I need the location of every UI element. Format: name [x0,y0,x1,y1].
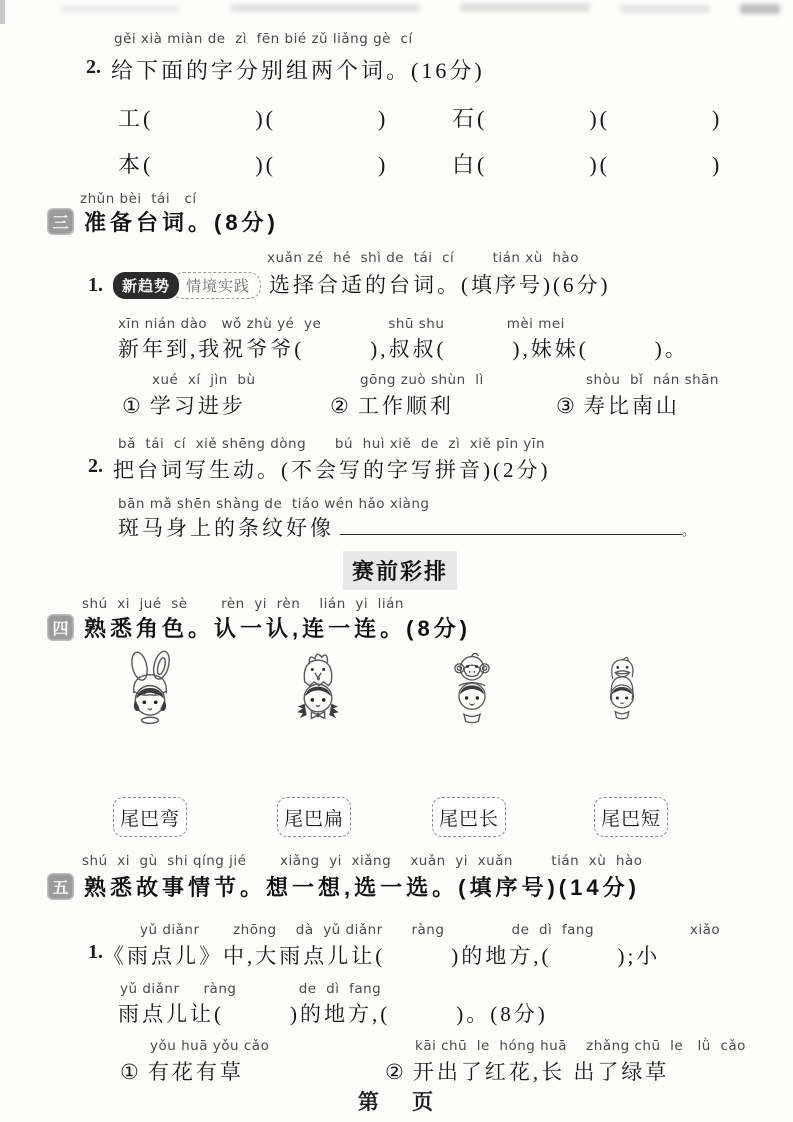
s3q2-row [88,455,550,485]
child-duck-hat-image[interactable] [588,650,656,746]
char-bai: 白 [452,152,478,177]
option-text: 学习进步 [149,394,246,418]
tag-tail-flat[interactable]: 尾巴扁 [277,797,351,837]
answer-brackets[interactable]: ( )( ) [477,106,723,131]
section3-marker-badge: 三 [47,208,74,235]
option-number: ③ [556,394,578,418]
char-gong: 工 [118,106,144,131]
scan-edge-mark [0,0,5,24]
section3-header [47,206,279,237]
option-text: 寿比南山 [583,394,680,418]
s3q1-row [88,270,611,300]
char-ben: 本 [118,152,144,177]
answer-blank-line[interactable] [340,513,682,535]
s5q1-line2[interactable]: 雨点儿让( )的地方,( )。(8分) [118,1002,548,1026]
pinyin-group-word: gěi xià miàn de zì fēn bié zǔ liǎng gè cí [114,31,413,47]
answer-brackets[interactable]: ( )( ) [143,152,389,177]
question-number: 1. [88,941,103,963]
word-cell-gong [118,104,388,134]
sentence-period: 。 [682,523,699,538]
s3q2-fill-row [118,513,698,546]
pinyin-s3q2-fill: bān mǎ shēn shàng de tiáo wén hǎo xiàng [118,496,430,512]
tag-tail-curved[interactable]: 尾巴弯 [113,797,187,837]
pinyin-option: shòu bǐ nán shān [586,372,719,388]
pinyin-section3-title: zhǔn bèi tái cí [80,191,197,207]
section5-header [47,871,640,902]
s3q2-fill-text: 斑马身上的条纹好像 [118,516,334,540]
s3-option-2[interactable] [330,372,484,421]
section4-marker-badge: 四 [47,614,74,641]
group-word-title: 给下面的字分别组两个词。(16分) [111,58,485,83]
answer-brackets[interactable]: ( )( ) [477,152,723,177]
pinyin-s3q2: bǎ tái cí xiě shēng dòng bú huì xiě de zì xiě pīn yīn [118,436,546,452]
word-cell-bai [452,150,722,180]
page-footer [0,1086,793,1116]
option-number: ① [120,1060,142,1084]
scan-artifact-strip [0,0,793,20]
option-text: 开出了红花,长 出了绿草 [412,1060,670,1084]
section5-title: 熟悉故事情节。想一想,选一选。(填序号)(14分) [84,875,640,900]
question-number: 1. [88,273,103,296]
question-number: 2. [88,455,103,477]
s3q2-text: 把台词写生动。(不会写的字写拼音)(2分) [113,458,551,482]
s3-option-1[interactable] [122,372,256,421]
option-text: 工作顺利 [357,394,454,418]
s5q1-line1[interactable]: 《雨点儿》中,大雨点儿让( )的地方,( );小 [103,944,661,968]
pinyin-section4-title: shú xi jué sè rèn yi rèn lián yi lián [82,596,404,612]
section3-title: 准备台词。(8分) [84,210,279,235]
section5-marker-badge: 五 [47,873,74,900]
group-word-title-row [86,56,485,86]
pinyin-s5q1-line1: yǔ diǎnr zhōng dà yǔ diǎnr ràng de dì fang xiǎo [140,922,721,938]
char-shi: 石 [452,106,478,131]
pinyin-s3q1-sentence: xīn nián dào wǒ zhù yé ye shū shu mèi mei [118,316,565,332]
context-practice-badge: 情境实践 [171,272,261,299]
word-cell-ben [118,150,388,180]
s3q1-sentence[interactable]: 新年到,我祝爷爷( ),叔叔( ),妹妹( )。 [118,337,689,361]
pinyin-s5q1-line2: yǔ diǎnr ràng de dì fang [120,981,382,997]
pinyin-s3q1: xuǎn zé hé shì de tái cí tián xù hào [267,250,579,266]
new-trend-badge: 新趋势 [113,272,179,299]
child-rooster-hat-image[interactable] [280,648,356,748]
pinyin-option: kāi chū le hóng huā zhǎng chū le lǜ cǎo [415,1038,746,1054]
option-number: ② [330,394,352,418]
s5-option-1[interactable] [120,1038,269,1087]
s3q1-text: 选择合适的台词。(填序号)(6分) [269,273,611,297]
option-text: 有花有草 [147,1060,244,1084]
s5q1-line1-row [88,941,660,971]
word-cell-shi [452,104,722,134]
answer-brackets[interactable]: ( )( ) [143,106,389,131]
child-rabbit-hat-image[interactable] [112,650,188,745]
s3-option-3[interactable] [556,372,719,421]
tag-tail-short[interactable]: 尾巴短 [594,797,668,837]
rehearsal-banner: 赛前彩排 [343,551,457,590]
section4-header [47,612,471,643]
pinyin-option: xué xí jìn bù [152,372,256,388]
pinyin-section5-title: shú xi gù shi qíng jié xiǎng yi xiǎng xuǎn yi xuǎn tián xù hào [82,853,643,869]
pinyin-option: gōng zuò shùn lì [360,372,484,388]
pinyin-option: yǒu huā yǒu cǎo [150,1038,270,1054]
section4-title: 熟悉角色。认一认,连一连。(8分) [84,616,472,641]
child-monkey-hat-image[interactable] [436,648,508,748]
question-number: 2. [86,56,101,78]
tag-tail-long[interactable]: 尾巴长 [432,797,506,837]
option-number: ① [122,394,144,418]
page-number-label: 第 页 [357,1091,436,1114]
option-number: ② [385,1060,407,1084]
s5-option-2[interactable] [385,1038,746,1087]
